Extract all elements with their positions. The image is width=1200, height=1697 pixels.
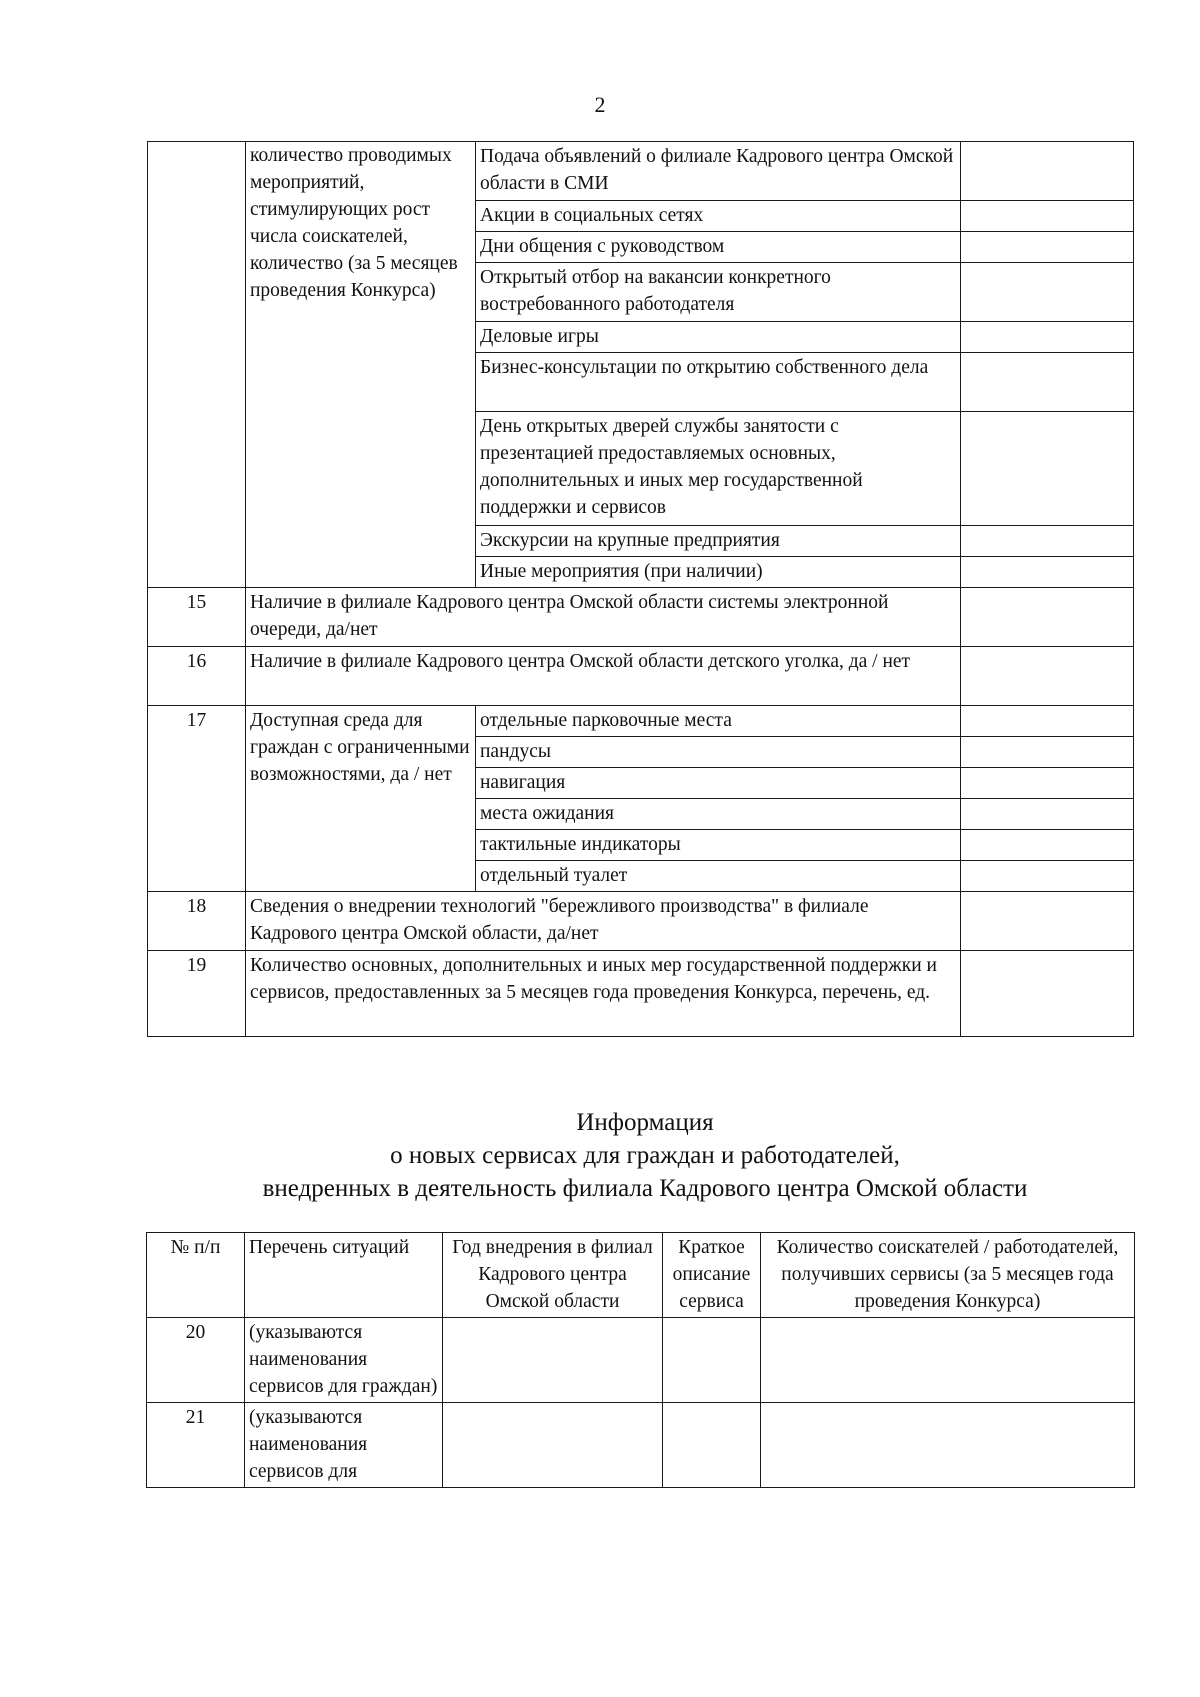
value-cell (961, 706, 1134, 737)
section-heading (0, 1106, 1200, 1205)
heading-line: внедренных в деятельность филиала Кадрового центра Омской области (262, 1175, 1028, 1202)
row-number-cell (148, 142, 246, 588)
indicator-text: Наличие в филиале Кадрового центра Омской области детского уголка, да / нет (246, 647, 961, 706)
row-number: 20 (147, 1318, 245, 1403)
accessibility-item: места ожидания (476, 799, 961, 830)
value-cell (663, 1318, 761, 1403)
indicator-text: Сведения о внедрении технологий "бережливого производства" в филиале Кадрового центра Омской области, да/нет (246, 892, 961, 951)
accessibility-item: тактильные индикаторы (476, 830, 961, 861)
row-number: 18 (148, 892, 246, 951)
events-label-cell: количество проводимых мероприятий, стимулирующих рост числа соискателей, количество (за 5 месяцев проведения Конкурса) (246, 142, 476, 588)
table-row (147, 1318, 1135, 1403)
event-item: День открытых дверей службы занятости с презентацией предоставляемых основных, дополнительных и иных мер государственной поддержки и сервисов (476, 412, 961, 526)
event-item: Иные мероприятия (при наличии) (476, 557, 961, 588)
table-row (148, 142, 1134, 201)
table-row (148, 588, 1134, 647)
value-cell (961, 142, 1134, 201)
value-cell (961, 201, 1134, 232)
row-number: 17 (148, 706, 246, 892)
accessibility-label-cell: Доступная среда для граждан с ограниченными возможностями, да / нет (246, 706, 476, 892)
value-cell (961, 737, 1134, 768)
heading-line: Информация (576, 1109, 714, 1136)
event-item: Открытый отбор на вакансии конкретного востребованного работодателя (476, 263, 961, 322)
value-cell (961, 526, 1134, 557)
value-cell (961, 951, 1134, 1037)
value-cell (961, 799, 1134, 830)
accessibility-item: отдельные парковочные места (476, 706, 961, 737)
row-number: 15 (148, 588, 246, 647)
row-number: 16 (148, 647, 246, 706)
table-header-row (147, 1233, 1135, 1318)
value-cell (961, 892, 1134, 951)
table-row (148, 951, 1134, 1037)
indicator-text: Наличие в филиале Кадрового центра Омской области системы электронной очереди, да/нет (246, 588, 961, 647)
column-header: № п/п (147, 1233, 245, 1318)
value-cell (961, 768, 1134, 799)
event-item: Акции в социальных сетях (476, 201, 961, 232)
column-header: Краткое описание сервиса (663, 1233, 761, 1318)
value-cell (961, 588, 1134, 647)
event-item: Подача объявлений о филиале Кадрового центра Омской области в СМИ (476, 142, 961, 201)
value-cell (961, 232, 1134, 263)
column-header: Год внедрения в филиал Кадрового центра Омской области (443, 1233, 663, 1318)
table-row (148, 706, 1134, 737)
row-number: 19 (148, 951, 246, 1037)
value-cell (961, 322, 1134, 353)
heading-line: о новых сервисах для граждан и работодателей, (390, 1142, 900, 1169)
value-cell (761, 1318, 1135, 1403)
value-cell (961, 263, 1134, 322)
page-number: 2 (594, 92, 606, 117)
indicator-text: Количество основных, дополнительных и иных мер государственной поддержки и сервисов, предоставленных за 5 месяцев года проведения Конкурса, перечень, ед. (246, 951, 961, 1037)
accessibility-item: навигация (476, 768, 961, 799)
value-cell (443, 1403, 663, 1488)
accessibility-item: пандусы (476, 737, 961, 768)
value-cell (961, 861, 1134, 892)
value-cell (961, 830, 1134, 861)
value-cell (961, 412, 1134, 526)
service-name: (указываются наименования сервисов для (245, 1403, 443, 1488)
value-cell (961, 353, 1134, 412)
table-row (148, 892, 1134, 951)
column-header: Количество соискателей / работодателей, получивших сервисы (за 5 месяцев года проведения Конкурса) (761, 1233, 1135, 1318)
services-table (146, 1232, 1135, 1488)
value-cell (443, 1318, 663, 1403)
row-number: 21 (147, 1403, 245, 1488)
column-header: Перечень ситуаций (245, 1233, 443, 1318)
table-row (147, 1403, 1135, 1488)
event-item: Дни общения с руководством (476, 232, 961, 263)
value-cell (961, 647, 1134, 706)
value-cell (761, 1403, 1135, 1488)
event-item: Деловые игры (476, 322, 961, 353)
event-item: Экскурсии на крупные предприятия (476, 526, 961, 557)
accessibility-item: отдельный туалет (476, 861, 961, 892)
service-name: (указываются наименования сервисов для граждан) (245, 1318, 443, 1403)
indicators-table (147, 141, 1134, 1037)
table-row (148, 647, 1134, 706)
value-cell (961, 557, 1134, 588)
value-cell (663, 1403, 761, 1488)
event-item: Бизнес-консультации по открытию собственного дела (476, 353, 961, 412)
